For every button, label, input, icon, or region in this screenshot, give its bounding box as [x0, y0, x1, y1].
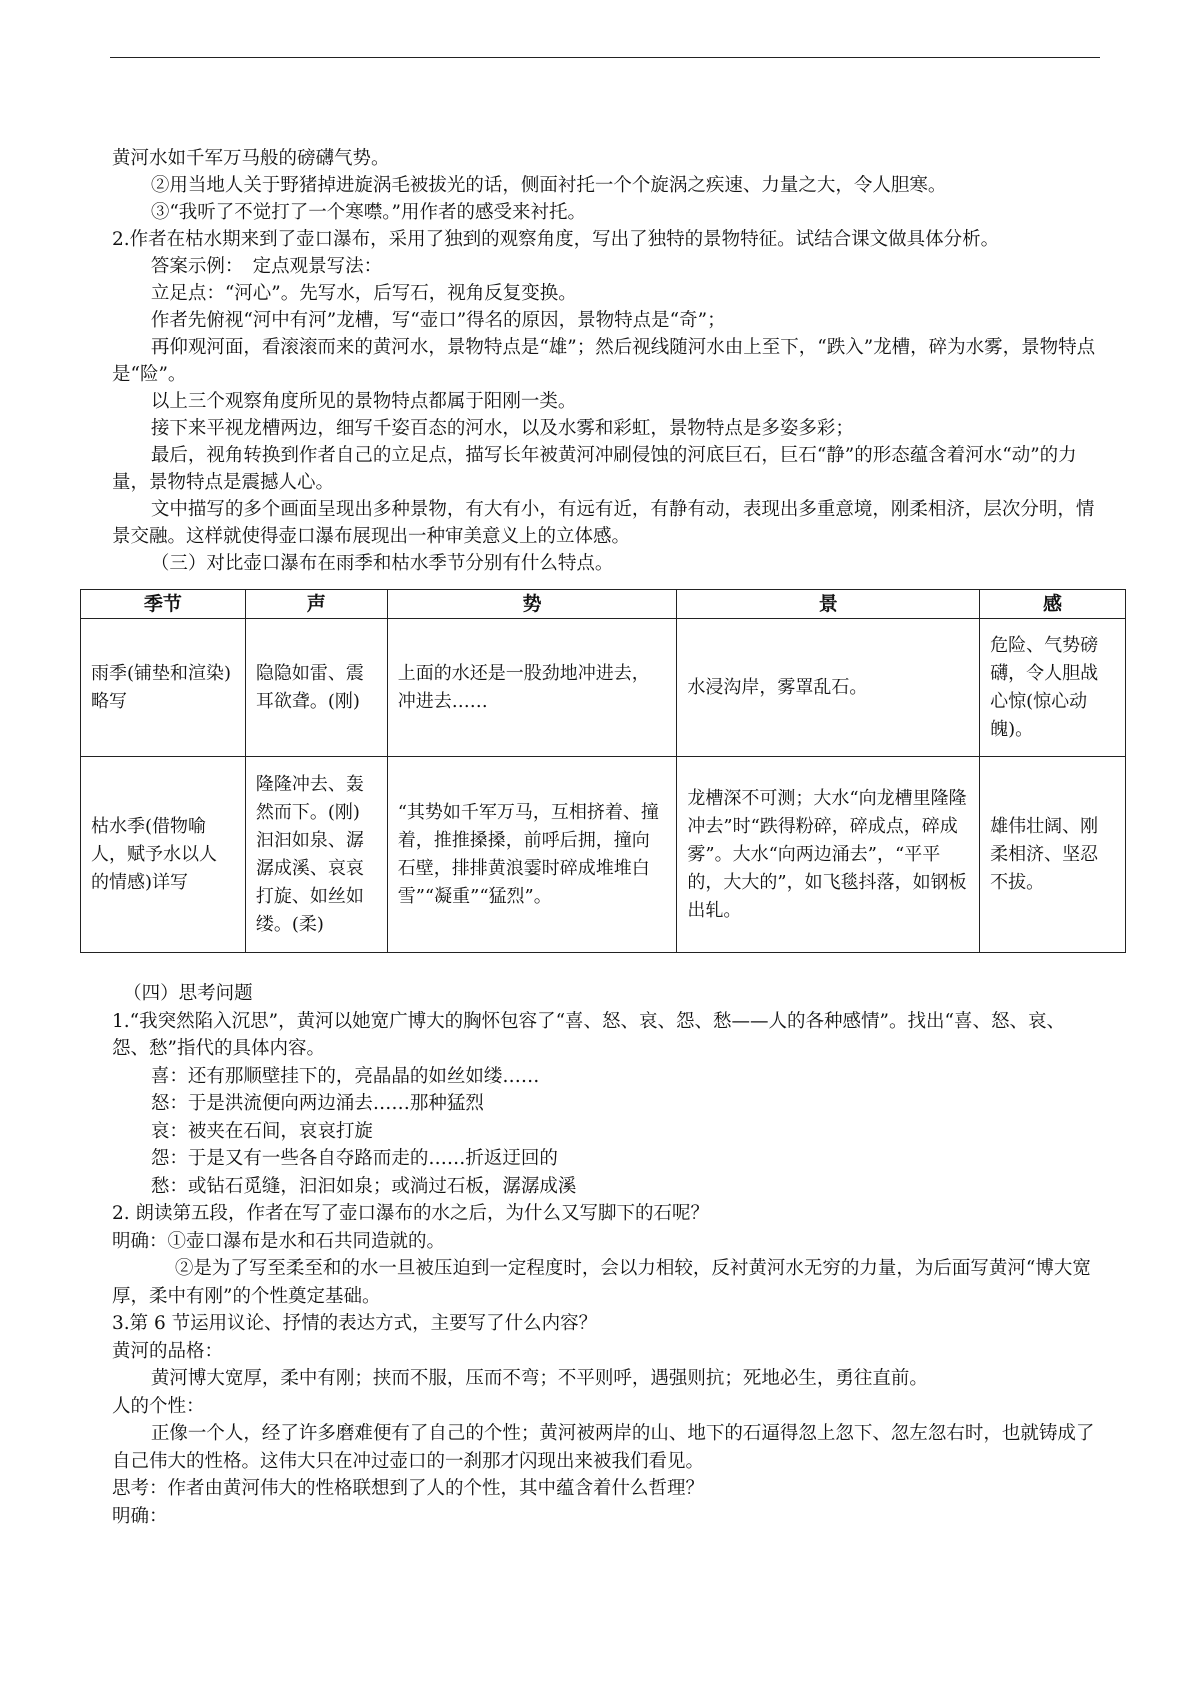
- answer-line: 正像一个人，经了许多磨难便有了自己的个性；黄河被两岸的山、地下的石逼得忽上忽下、忽左忽右时，也就铸成了自己伟大的性格。这伟大只在冲过壶口的一刹那才闪现出来被我们看见。: [112, 1423, 1095, 1472]
- answer-line: 喜：还有那顺壁挂下的，亮晶晶的如丝如缕……: [150, 1065, 540, 1087]
- table-header: 势: [387, 590, 677, 619]
- paragraph: 以上三个观察角度所见的景物特点都属于阳刚一类。: [150, 391, 577, 412]
- paragraph: 答案示例： 定点观景写法：: [150, 256, 383, 277]
- question: 2. 朗读第五段，作者在写了壶口瀑布的水之后，为什么又写脚下的石呢？: [112, 1203, 710, 1224]
- table-header: 声: [245, 590, 387, 619]
- answer-line: 怨：于是又有一些各自夺路而走的……折返迂回的: [150, 1148, 558, 1169]
- answer-line: 明确：: [112, 1505, 168, 1527]
- table-cell: 上面的水还是一股劲地冲进去，冲进去……: [387, 619, 677, 757]
- answer-line: 愁：或钻石觅缝，汩汩如泉；或淌过石板，潺潺成溪: [150, 1175, 577, 1197]
- question: 1.“我突然陷入沉思”，黄河以她宽广博大的胸怀包容了“喜、怒、哀、怨、愁——人的各种感情”。找出“喜、怒、哀、怨、愁”指代的具体内容。: [112, 1010, 1065, 1059]
- answer-line: ②是为了写至柔至和的水一旦被压迫到一定程度时，会以力相较，反衬黄河水无穷的力量，为后面写黄河“博大宽厚，柔中有刚”的个性奠定基础。: [112, 1258, 1091, 1307]
- table-cell: 危险、气势磅礴，令人胆战心惊(惊心动魄)。: [980, 619, 1126, 757]
- answer-line: 怒：于是洪流便向两边涌去……那种猛烈: [150, 1093, 484, 1114]
- answer-line: 明确：①壶口瀑布是水和石共同造就的。: [112, 1230, 446, 1252]
- answer-line: 人的个性：: [112, 1395, 205, 1417]
- table-header-row: [81, 590, 1126, 619]
- question: 3.第 6 节运用议论、抒情的表达方式，主要写了什么内容？: [112, 1313, 598, 1334]
- table-cell: 隆隆冲去、轰然而下。(刚)汩汩如泉、潺潺成溪、哀哀打旋、如丝如缕。(柔): [245, 757, 387, 953]
- table-cell: 龙槽深不可测；大水“向龙槽里隆隆冲去”时“跌得粉碎，碎成点，碎成雾”。大水“向两边涌去”，“平平的，大大的”，如飞毯抖落，如钢板出轧。: [677, 757, 980, 953]
- paragraph: 黄河水如千军万马般的磅礴气势。: [112, 148, 390, 169]
- document-body-bottom: [112, 980, 1100, 1530]
- table-cell: 隐隐如雷、震耳欲聋。(刚): [245, 619, 387, 757]
- comparison-table: [80, 589, 1126, 953]
- paragraph: 最后，视角转换到作者自己的立足点，描写长年被黄河冲刷侵蚀的河底巨石，巨石“静”的形态蕴含着河水“动”的力量，景物特点是震撼人心。: [112, 445, 1077, 493]
- table-header: 季节: [81, 590, 246, 619]
- paragraph: 立足点：“河心”。先写水，后写石，视角反复变换。: [150, 283, 577, 304]
- section-heading: （三）对比壶口瀑布在雨季和枯水季节分别有什么特点。: [150, 553, 614, 574]
- paragraph: 接下来平视龙槽两边，细写千姿百态的河水，以及水雾和彩虹，景物特点是多姿多彩；: [150, 418, 854, 439]
- question: 2.作者在枯水期来到了壶口瀑布，采用了独到的观察角度，写出了独特的景物特征。试结合课文做具体分析。: [112, 229, 1000, 250]
- table-cell: 枯水季(借物喻人，赋予水以人的情感)详写: [81, 757, 246, 953]
- table-header: 感: [980, 590, 1126, 619]
- table-cell: “其势如千军万马，互相挤着、撞着，推推搡搡，前呼后拥，撞向石壁，排排黄浪霎时碎成堆堆白雪”“凝重”“猛烈”。: [387, 757, 677, 953]
- answer-line: 黄河博大宽厚，柔中有刚；挟而不服，压而不弯；不平则呼，遇强则抗；死地必生，勇往直前。: [150, 1368, 928, 1389]
- table-cell: 水浸沟岸，雾罩乱石。: [677, 619, 980, 757]
- section-heading: （四）思考问题: [123, 983, 253, 1004]
- question: 思考：作者由黄河伟大的性格联想到了人的个性，其中蕴含着什么哲理？: [112, 1478, 705, 1499]
- header-rule: [110, 57, 1100, 58]
- answer-line: 黄河的品格：: [112, 1340, 224, 1362]
- paragraph: ③“我听了不觉打了一个寒噤。”用作者的感受来衬托。: [150, 202, 587, 223]
- document-body-top: [112, 145, 1100, 577]
- answer-line: 哀：被夹在石间，哀哀打旋: [150, 1120, 373, 1142]
- table-row: [81, 757, 1126, 953]
- table-row: [81, 619, 1126, 757]
- paragraph: 作者先俯视“河中有河”龙槽，写“壶口”得名的原因，景物特点是“奇”；: [150, 310, 726, 331]
- paragraph: ②用当地人关于野猪掉进旋涡毛被拔光的话，侧面衬托一个个旋涡之疾速、力量之大，令人胆寒。: [150, 175, 947, 196]
- table-header: 景: [677, 590, 980, 619]
- table-cell: 雨季(铺垫和渲染)略写: [81, 619, 246, 757]
- paragraph: 文中描写的多个画面呈现出多种景物，有大有小，有远有近，有静有动，表现出多重意境，刚柔相济，层次分明，情景交融。这样就使得壶口瀑布展现出一种审美意义上的立体感。: [112, 499, 1095, 547]
- paragraph: 再仰观河面，看滚滚而来的黄河水，景物特点是“雄”；然后视线随河水由上至下，“跌入”龙槽，碎为水雾，景物特点是“险”。: [112, 337, 1096, 385]
- table-cell: 雄伟壮阔、刚柔相济、坚忍不拔。: [980, 757, 1126, 953]
